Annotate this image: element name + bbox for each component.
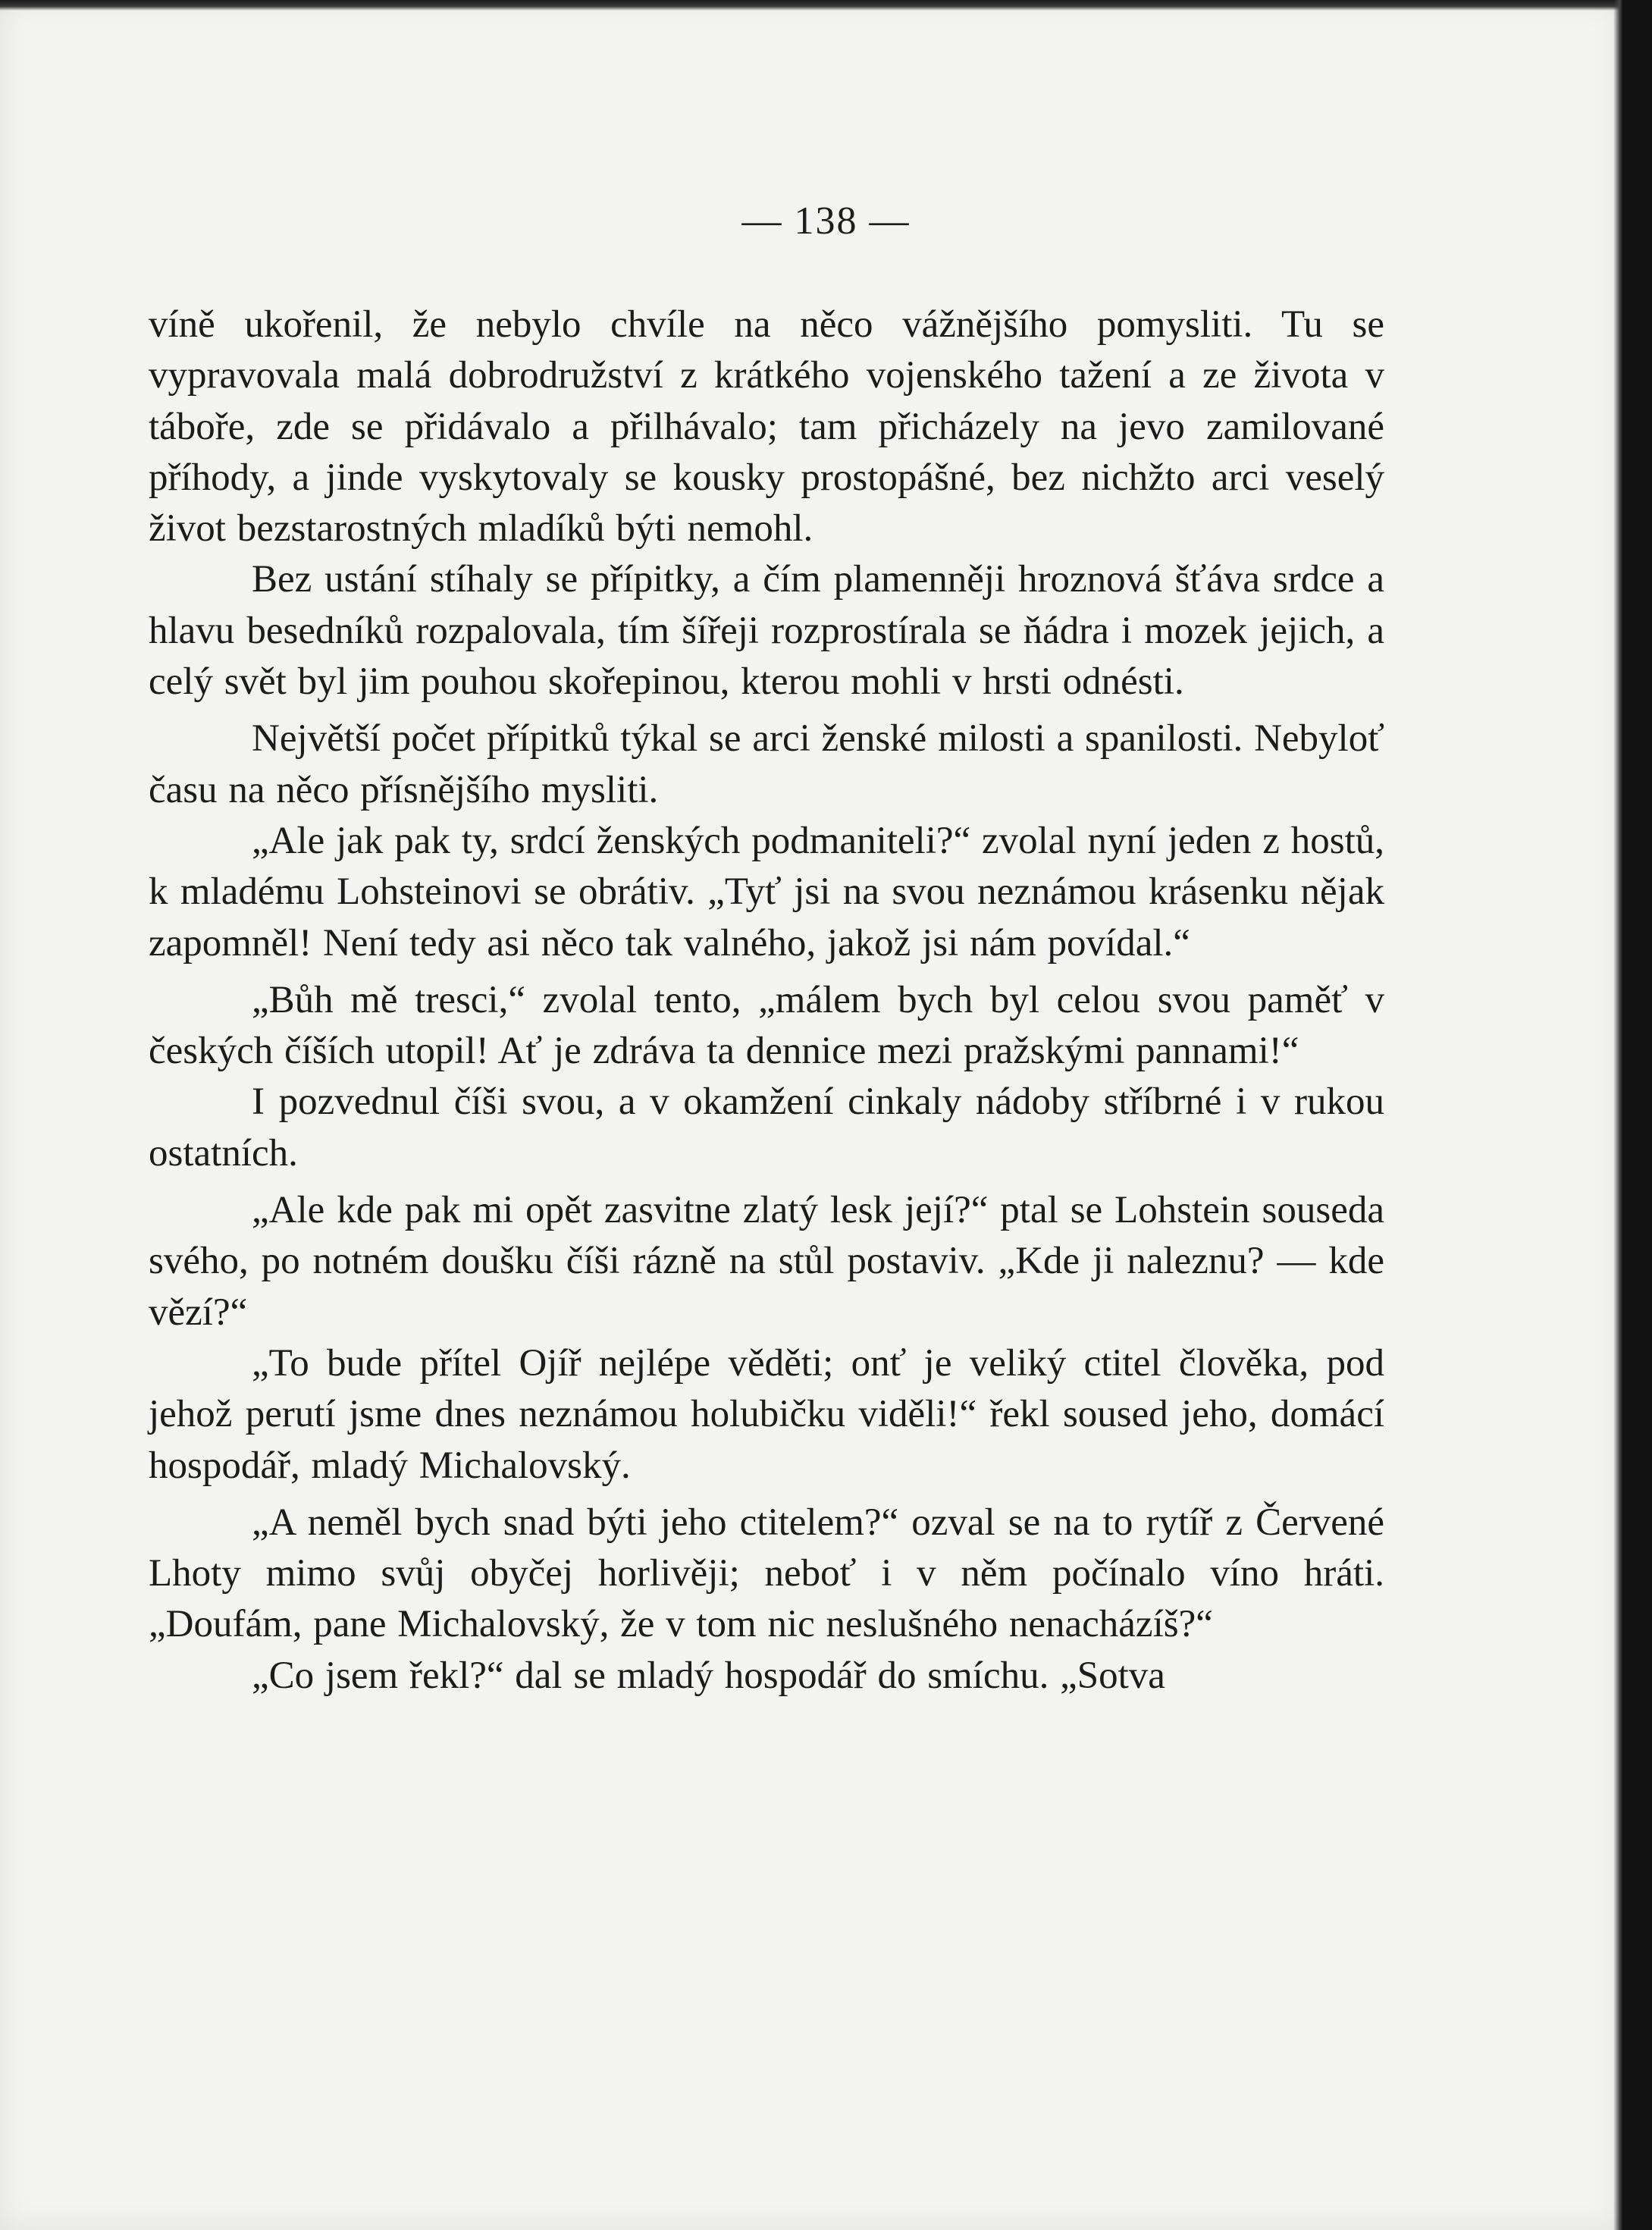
paragraph-7: „Ale kde pak mi opět zasvitne zlatý lesk její?“ ptal se Lohstein souseda svého, po notném doušku číši rázně na stůl postaviv. „Kde ji naleznu? — kde vězí?“	[149, 1189, 1384, 1334]
page-top-edge	[0, 0, 1622, 11]
paragraph-3: Největší počet přípitků týkal se arci ženské milosti a spanilosti. Nebyloť času na něco přísnějšího mysliti.	[149, 717, 1384, 811]
paragraph-9: „A neměl bych snad býti jeho ctitelem?“ ozval se na to rytíř z Červené Lhoty mimo svůj obyčej horlivěji; neboť i v něm počínalo víno hráti. „Doufám, pane Michalovský, že v tom nic neslušného nenacházíš?“	[149, 1501, 1384, 1646]
paragraph-5: „Bůh mě tresci,“ zvolal tento, „málem bych byl celou svou paměť v českých číších utopil! Ať je zdráva ta dennice mezi pražskými pannami!“	[149, 978, 1384, 1073]
page-number: — 138 —	[741, 199, 911, 243]
paragraph-8: „To bude přítel Ojíř nejlépe věděti; onť je veliký ctitel člověka, pod jehož perutí jsme dnes neznámou holubičku viděli!“ řekl soused jeho, domácí hospodář, mladý Michalovský.	[149, 1341, 1384, 1487]
page-right-edge	[1613, 0, 1622, 2230]
body-text	[149, 300, 1384, 1702]
paragraph-10: „Co jsem řekl?“ dal se mladý hospodář do smíchu. „Sotva	[252, 1654, 1165, 1697]
paragraph-6: I pozvednul číši svou, a v okamžení cinkaly nádoby stříbrné i v rukou ostatních.	[149, 1080, 1384, 1175]
paragraph-1: víně ukořenil, že nebylo chvíle na něco vážnějšího pomysliti. Tu se vypravovala malá dobrodružství z krátkého vojenského tažení a ze života v táboře, zde se přidávalo a přilhávalo; tam přicházely na jevo zamilované příhody, a jinde vyskytovaly se kousky prostopášné, bez nichžto arci veselý život bezstarostných mladíků býti nemohl.	[149, 303, 1384, 550]
paragraph-4: „Ale jak pak ty, srdcí ženských podmaniteli?“ zvolal nyní jeden z hostů, k mladému Lohsteinovi se obrátiv. „Tyť jsi na svou neznámou krásenku nějak zapomněl! Není tedy asi něco tak valného, jakož jsi nám povídal.“	[149, 819, 1384, 964]
paragraph-2: Bez ustání stíhaly se přípitky, a čím plamenněji hroznová šťáva srdce a hlavu besedníků rozpalovala, tím šířeji rozprostírala se ňádra i mozek jejich, a celý svět byl jim pouhou skořepinou, kterou mohli v hrsti odnésti.	[149, 558, 1384, 704]
